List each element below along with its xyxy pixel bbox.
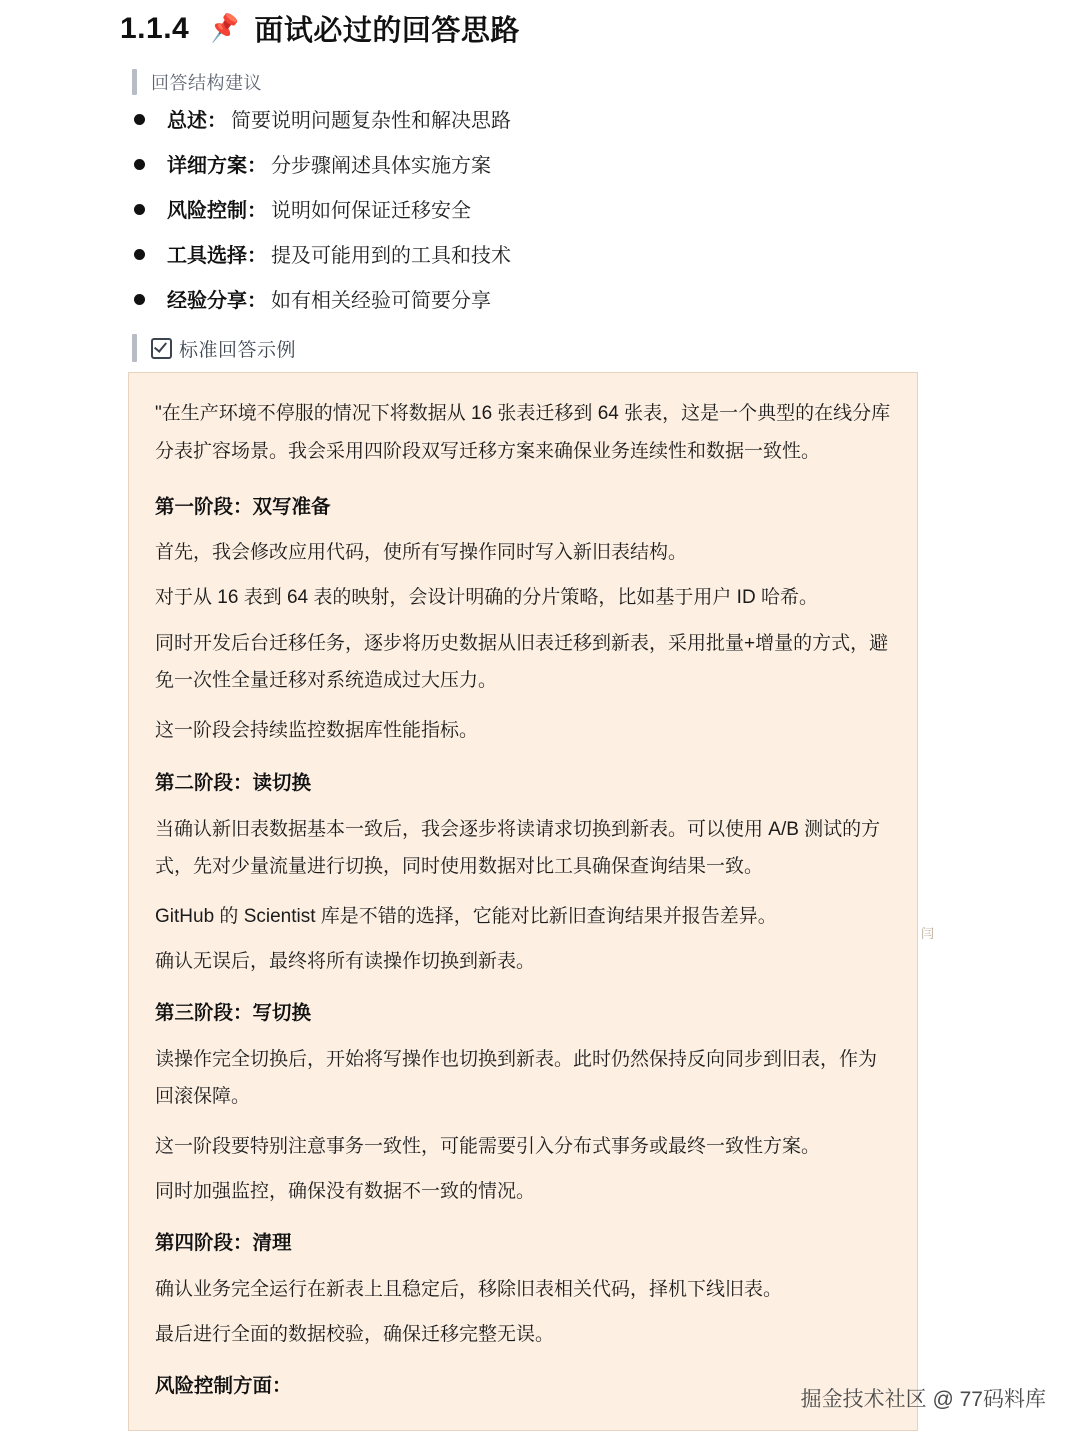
- list-item: [120, 109, 1040, 133]
- list-item: [120, 154, 1040, 178]
- answer-stage-heading: 第三阶段：写切换: [155, 1002, 312, 1025]
- example-section-label: [132, 334, 1040, 362]
- structure-section-label: [132, 69, 1040, 95]
- answer-paragraph: 当确认新旧表数据基本一致后，我会逐步将读请求切换到新表。可以使用 A/B 测试的方式，先对少量流量进行切换，同时使用数据对比工具确保查询结果一致。: [155, 818, 881, 877]
- heading-number: 1.1.4: [120, 11, 190, 45]
- heading-text: 面试必过的回答思路: [254, 15, 520, 47]
- list-item-desc: 分步骤阐述具体实施方案: [271, 155, 491, 177]
- structure-bullet-list: [120, 109, 1040, 313]
- list-item-term: 工具选择: [167, 245, 247, 267]
- accent-bar: [132, 334, 137, 362]
- list-item: [120, 289, 1040, 313]
- answer-paragraph: 同时开发后台迁移任务，逐步将历史数据从旧表迁移到新表，采用批量+增量的方式，避免一次性全量迁移对系统造成过大压力。: [155, 633, 889, 692]
- list-item-desc: 提及可能用到的工具和技术: [271, 245, 511, 267]
- answer-paragraph: 确认业务完全运行在新表上且稳定后，移除旧表相关代码，择机下线旧表。: [155, 1278, 783, 1300]
- pushpin-icon: 📌: [207, 11, 243, 45]
- answer-paragraph: 确认无误后，最终将所有读操作切换到新表。: [155, 950, 536, 972]
- answer-paragraph: 最后进行全面的数据校验，确保迁移完整无误。: [155, 1323, 555, 1345]
- answer-paragraph: 对于从 16 表到 64 表的映射，会设计明确的分片策略，比如基于用户 ID 哈希。: [155, 587, 818, 609]
- accent-bar: [132, 69, 137, 95]
- checkbox-icon: [151, 338, 172, 359]
- answer-stage-heading: 第二阶段：读切换: [155, 771, 312, 794]
- structure-label-text: 回答结构建议: [151, 73, 262, 93]
- answer-paragraph: "在生产环境不停服的情况下将数据从 16 张表迁移到 64 张表，这是一个典型的在线分库分表扩容场景。我会采用四阶段双写迁移方案来确保业务连续性和数据一致性。: [155, 403, 891, 462]
- list-item-term: 风险控制: [167, 200, 247, 222]
- list-item-term: 总述: [167, 110, 207, 132]
- list-item-desc: 简要说明问题复杂性和解决思路: [231, 110, 511, 132]
- watermark: [801, 1383, 1046, 1413]
- list-item-colon: ：: [247, 290, 267, 312]
- edge-artifact: 闫: [920, 926, 934, 941]
- answer-stage-heading: 第一阶段：双写准备: [155, 496, 331, 518]
- bullet-dot-icon: [134, 249, 145, 260]
- bullet-dot-icon: [134, 114, 145, 125]
- bullet-dot-icon: [134, 204, 145, 215]
- answer-paragraph: 读操作完全切换后，开始将写操作也切换到新表。此时仍然保持反向同步到旧表，作为回滚保障。: [155, 1049, 878, 1108]
- list-item-colon: ：: [247, 245, 267, 267]
- bullet-dot-icon: [134, 159, 145, 170]
- answer-paragraph: 这一阶段要特别注意事务一致性，可能需要引入分布式事务或最终一致性方案。: [155, 1136, 821, 1158]
- list-item-colon: ：: [207, 110, 227, 132]
- answer-paragraph: 同时加强监控，确保没有数据不一致的情况。: [155, 1181, 536, 1203]
- answer-stage-heading: 第四阶段：清理: [155, 1232, 292, 1255]
- list-item-desc: 如有相关经验可简要分享: [271, 290, 491, 312]
- standard-answer-block: [128, 372, 918, 1431]
- answer-paragraph: 首先，我会修改应用代码，使所有写操作同时写入新旧表结构。: [155, 542, 688, 564]
- list-item-desc: 说明如何保证迁移安全: [271, 200, 471, 222]
- answer-paragraph: 这一阶段会持续监控数据库性能指标。: [155, 720, 479, 742]
- answer-paragraph: GitHub 的 Scientist 库是不错的选择，它能对比新旧查询结果并报告差异。: [155, 905, 777, 927]
- example-label-text: 标准回答示例: [179, 339, 297, 361]
- answer-stage-heading: 风险控制方面：: [155, 1374, 292, 1397]
- list-item: [120, 244, 1040, 268]
- list-item-term: 详细方案: [167, 155, 247, 177]
- page-title: [120, 8, 1040, 49]
- list-item-colon: ：: [247, 200, 267, 222]
- list-item-term: 经验分享: [167, 290, 247, 312]
- document-page: [0, 8, 1080, 1431]
- list-item: [120, 199, 1040, 223]
- list-item-colon: ：: [247, 155, 267, 177]
- bullet-dot-icon: [134, 294, 145, 305]
- watermark-text: 掘金技术社区 @ 77码料库: [800, 1388, 1046, 1411]
